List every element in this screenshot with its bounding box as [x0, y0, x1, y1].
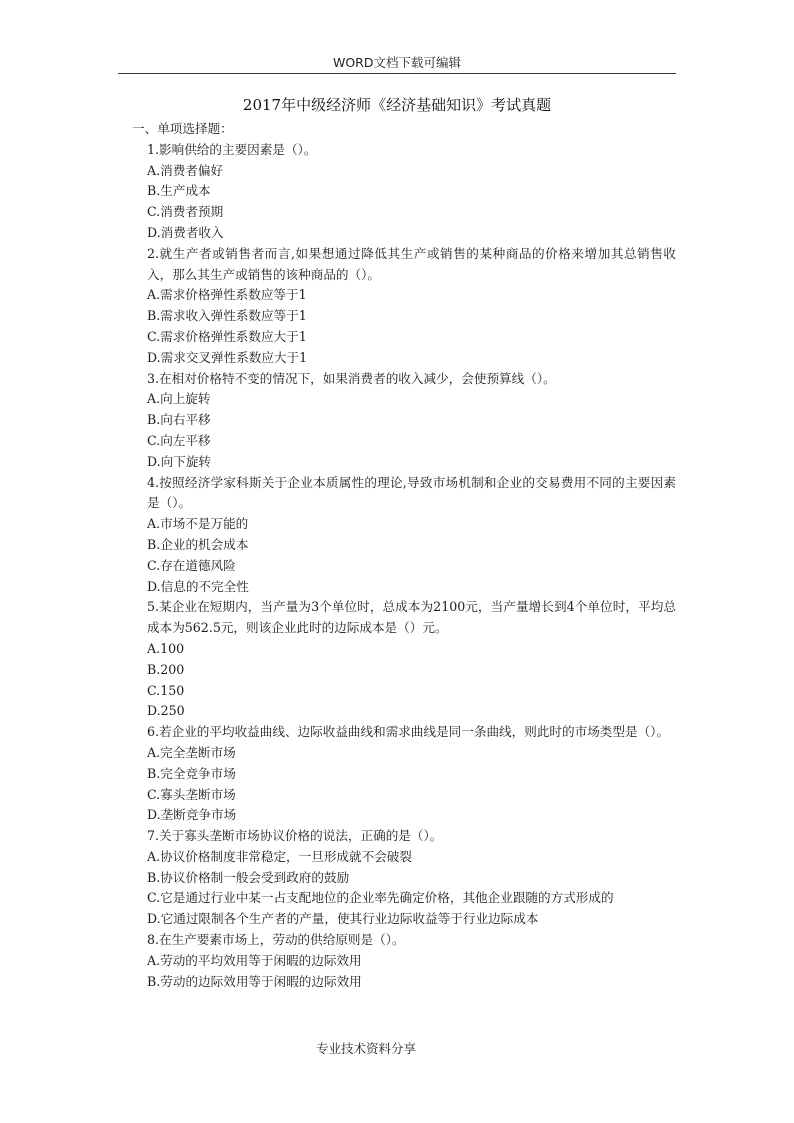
- question-5-stem: 5.某企业在短期内，当产量为3个单位时，总成本为2100元，当产量增长到4个单位时，平均总成本为562.5元，则该企业此时的边际成本是（）元。: [147, 599, 676, 636]
- question-4-option-a: A.市场不是万能的: [147, 516, 249, 532]
- question-5-option-c: C.150: [147, 682, 185, 698]
- question-6-stem: 6.若企业的平均收益曲线、边际收益曲线和需求曲线是同一条曲线，则此时的市场类型是（）。: [147, 724, 670, 740]
- question-2-option-b: B.需求收入弹性系数应等于1: [147, 308, 307, 324]
- question-5-option-b: B.200: [147, 661, 185, 677]
- question-3-stem: 3.在相对价格特不变的情况下，如果消费者的收入减少，会使预算线（）。: [147, 370, 556, 386]
- question-1-stem: 1.影响供给的主要因素是（）。: [147, 141, 317, 157]
- question-7-option-b: B.协议价格制一般会受到政府的鼓励: [147, 869, 350, 885]
- question-2-option-d: D.需求交叉弹性系数应大于1: [147, 349, 308, 365]
- document-title: 2017年中级经济师《经济基础知识》考试真题: [242, 96, 552, 114]
- question-4-option-d: D.信息的不完全性: [147, 578, 249, 594]
- question-1-option-b: B.生产成本: [147, 183, 211, 199]
- question-7-option-a: A.协议价格制度非常稳定，一旦形成就不会破裂: [147, 848, 412, 864]
- question-8-option-b: B.劳动的边际效用等于闲暇的边际效用: [147, 973, 362, 989]
- question-5-option-a: A.100: [147, 640, 185, 656]
- question-1-option-d: D.消费者收入: [147, 224, 224, 240]
- question-4-option-b: B.企业的机会成本: [147, 536, 249, 552]
- question-2-option-c: C.需求价格弹性系数应大于1: [147, 328, 307, 344]
- question-6-option-a: A.完全垄断市场: [147, 744, 236, 760]
- question-8-stem: 8.在生产要素市场上，劳动的供给原则是（）。: [147, 932, 405, 948]
- question-7-option-c: C.它是通过行业中某一占支配地位的企业率先确定价格，其他企业跟随的方式形成的: [147, 890, 614, 906]
- question-4-stem: 4.按照经济学家科斯关于企业本质属性的理论,导致市场机制和企业的交易费用不同的主要因素是（）。: [147, 474, 676, 511]
- document-body: [120, 119, 676, 992]
- section-heading: 一、单项选择题：: [132, 121, 233, 136]
- question-2-option-a: A.需求价格弹性系数应等于1: [147, 287, 307, 303]
- question-6-option-c: C.寡头垄断市场: [147, 786, 236, 802]
- question-5-option-d: D.250: [147, 703, 185, 719]
- question-1-option-a: A.消费者偏好: [147, 162, 224, 178]
- question-3-option-a: A.向上旋转: [147, 391, 211, 407]
- question-3-option-d: D.向下旋转: [147, 453, 212, 469]
- header-divider: [118, 73, 676, 74]
- question-3-option-c: C.向左平移: [147, 432, 211, 448]
- question-7-stem: 7.关于寡头垄断市场协议价格的说法，正确的是（）。: [147, 828, 443, 844]
- question-1-option-c: C.消费者预期: [147, 204, 224, 220]
- question-8-option-a: A.劳动的平均效用等于闲暇的边际效用: [147, 952, 362, 968]
- page-header: WORD文档下载可编辑: [332, 55, 461, 70]
- question-4-option-c: C.存在道德风险: [147, 557, 236, 573]
- page-footer: 专业技术资料分享: [315, 1041, 416, 1056]
- question-3-option-b: B.向右平移: [147, 412, 211, 428]
- question-7-option-d: D.它通过限制各个生产者的产量，使其行业边际收益等于行业边际成本: [147, 911, 539, 927]
- question-2-stem: 2.就生产者或销售者而言,如果想通过降低其生产或销售的某种商品的价格来增加其总销售收入，那么其生产或销售的该种商品的（）。: [147, 245, 676, 282]
- question-6-option-b: B.完全竞争市场: [147, 765, 236, 781]
- question-6-option-d: D.垄断竞争市场: [147, 807, 237, 823]
